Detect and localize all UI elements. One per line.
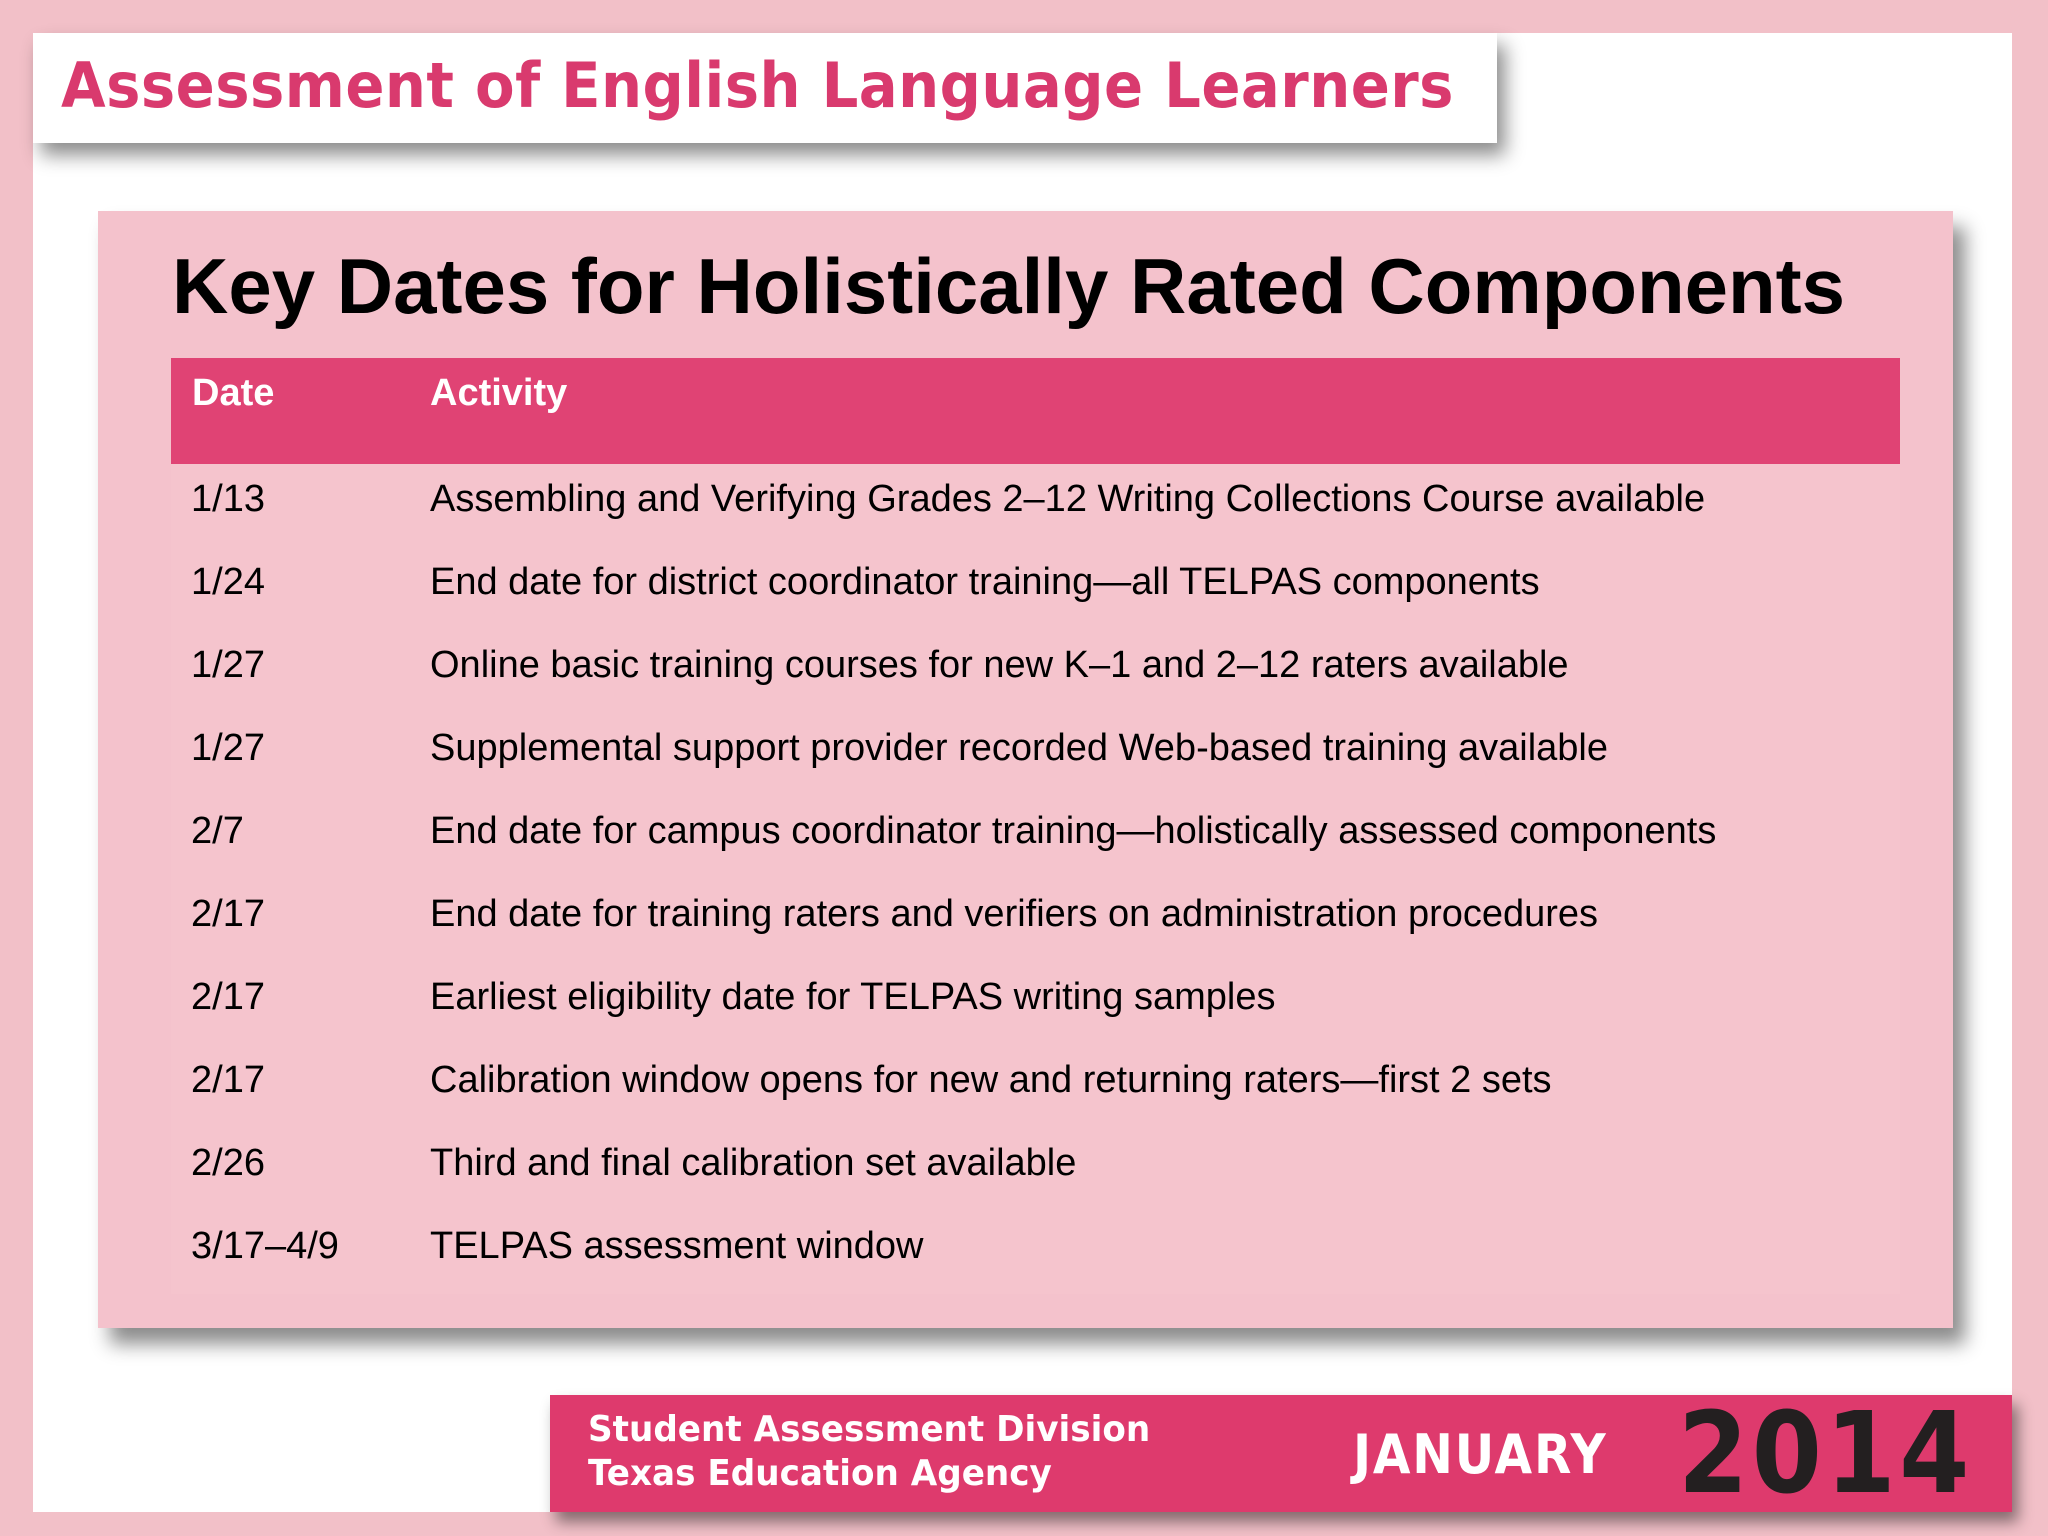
date-cell: 2/7	[191, 810, 244, 852]
table-body	[171, 464, 1900, 1294]
footer-division: Student Assessment Division	[588, 1409, 1151, 1450]
activity-cell: End date for district coordinator training—all TELPAS components	[430, 561, 1540, 603]
banner-title: Assessment of English Language Learners	[61, 49, 1454, 122]
activity-cell: Earliest eligibility date for TELPAS writing samples	[430, 976, 1276, 1018]
table-row	[171, 810, 1900, 893]
activity-cell: Assembling and Verifying Grades 2–12 Writing Collections Course available	[430, 478, 1706, 520]
table-row	[171, 976, 1900, 1059]
date-cell: 2/17	[191, 893, 265, 935]
key-dates-table	[171, 358, 1900, 1294]
footer-bar	[550, 1389, 2012, 1519]
table-row	[171, 644, 1900, 727]
activity-cell: Online basic training courses for new K–1 and 2–12 raters available	[430, 644, 1569, 686]
table-row	[171, 893, 1900, 976]
activity-cell: Supplemental support provider recorded Web-based training available	[430, 727, 1608, 769]
activity-cell: Third and final calibration set available	[430, 1142, 1077, 1184]
date-cell: 1/13	[191, 478, 265, 520]
activity-cell: End date for training raters and verifiers on administration procedures	[430, 893, 1599, 935]
table-row	[171, 1059, 1900, 1142]
date-cell: 2/26	[191, 1142, 265, 1184]
footer-year: 2014	[1678, 1389, 1973, 1519]
activity-cell: Calibration window opens for new and returning raters—first 2 sets	[430, 1059, 1552, 1101]
date-cell: 1/27	[191, 727, 265, 769]
table-row	[171, 478, 1900, 561]
footer-agency: Texas Education Agency	[588, 1453, 1052, 1494]
column-header-activity: Activity	[430, 372, 568, 414]
date-cell: 2/17	[191, 976, 265, 1018]
activity-cell: TELPAS assessment window	[430, 1225, 924, 1267]
table-header	[171, 358, 1900, 464]
date-cell: 3/17–4/9	[191, 1225, 339, 1267]
table-row	[171, 1142, 1900, 1225]
date-cell: 1/27	[191, 644, 265, 686]
content-card	[98, 211, 1953, 1328]
table-row	[171, 561, 1900, 644]
header-banner	[33, 33, 1497, 143]
date-cell: 1/24	[191, 561, 265, 603]
date-cell: 2/17	[191, 1059, 265, 1101]
footer-month: JANUARY	[1353, 1423, 1608, 1486]
column-header-date: Date	[192, 372, 275, 414]
activity-cell: End date for campus coordinator training—holistically assessed components	[430, 810, 1717, 852]
page-title: Key Dates for Holistically Rated Components	[172, 242, 1846, 330]
table-row	[171, 1225, 1900, 1308]
table-row	[171, 727, 1900, 810]
